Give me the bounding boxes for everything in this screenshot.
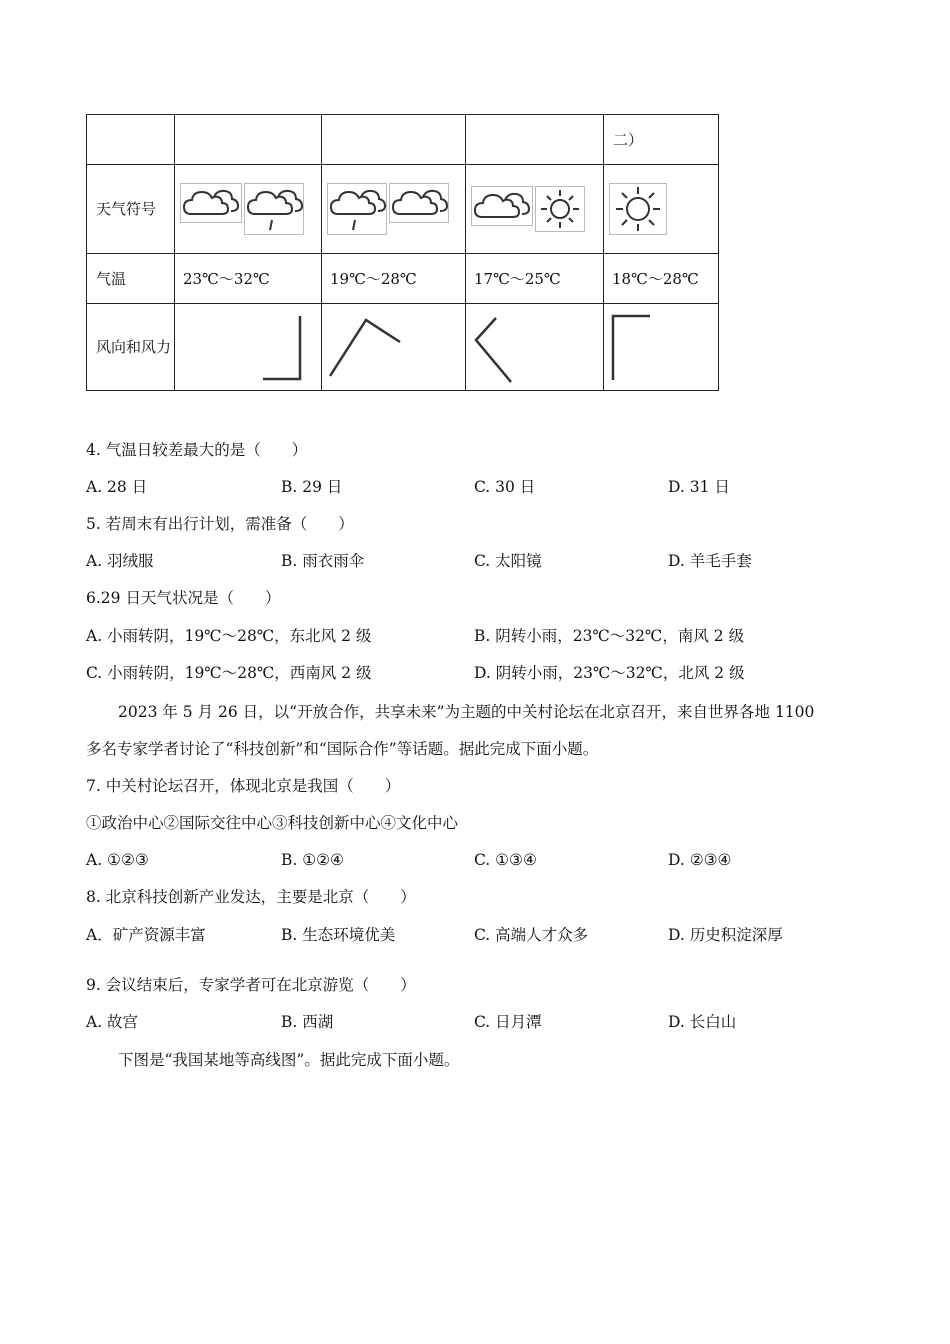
q7-option-b: B. ①②④	[281, 851, 344, 869]
symbol-row-label: 天气符号	[87, 165, 175, 254]
cloudy-icon	[389, 183, 449, 223]
passage-line-2: 多名专家学者讨论了“科技创新”和“国际合作”等话题。据此完成下面小题。	[86, 740, 599, 758]
wind-cell-1	[175, 304, 322, 391]
header-cell-4: 二）	[604, 115, 719, 165]
wind-cell-3	[466, 304, 604, 391]
cloudy-icon	[471, 186, 533, 226]
q9-option-d: D. 长白山	[668, 1013, 737, 1031]
q5-option-c: C. 太阳镜	[474, 552, 542, 570]
cloudy-icon	[180, 183, 242, 223]
rain-icon	[244, 183, 304, 235]
q5-option-b: B. 雨衣雨伞	[281, 552, 365, 570]
wind-symbol-icon	[322, 304, 457, 390]
question-5-stem: 5. 若周末有出行计划，需准备（ ）	[86, 515, 354, 533]
q4-option-b: B. 29 日	[281, 478, 343, 496]
symbol-cell-2	[322, 165, 466, 254]
temp-cell-3: 17℃～25℃	[466, 254, 604, 304]
header-cell-1	[175, 115, 322, 165]
q4-option-c: C. 30 日	[474, 478, 536, 496]
sunny-icon	[609, 183, 667, 235]
wind-symbol-icon	[466, 304, 595, 390]
rain-icon	[327, 183, 387, 235]
next-intro: 下图是“我国某地等高线图”。据此完成下面小题。	[118, 1051, 460, 1069]
q6-option-b: B. 阴转小雨，23℃～32℃，南风 2 级	[474, 627, 745, 645]
weather-table	[86, 114, 719, 391]
q8-option-b: B. 生态环境优美	[281, 926, 396, 944]
q9-option-a: A. 故宫	[86, 1013, 139, 1031]
q6-option-d: D. 阴转小雨，23℃～32℃，北风 2 级	[474, 664, 745, 682]
question-6-stem: 6.29 日天气状况是（ ）	[86, 589, 281, 607]
temp-cell-4: 18℃～28℃	[604, 254, 719, 304]
temperature-row-label: 气温	[87, 254, 175, 304]
header-cell-2	[322, 115, 466, 165]
question-9-stem: 9. 会议结束后，专家学者可在北京游览（ ）	[86, 976, 416, 994]
q7-option-a: A. ①②③	[86, 851, 149, 869]
header-cell-3	[466, 115, 604, 165]
wind-row	[87, 304, 719, 391]
question-8-stem: 8. 北京科技创新产业发达，主要是北京（ ）	[86, 888, 416, 906]
temp-cell-2: 19℃～28℃	[322, 254, 466, 304]
q6-option-c: C. 小雨转阴，19℃～28℃，西南风 2 级	[86, 664, 372, 682]
q7-option-c: C. ①③④	[474, 851, 537, 869]
q5-option-d: D. 羊毛手套	[668, 552, 752, 570]
wind-cell-2	[322, 304, 466, 391]
temperature-row	[87, 254, 719, 304]
symbol-cell-3	[466, 165, 604, 254]
wind-row-label: 风向和风力	[87, 304, 175, 391]
q7-option-d: D. ②③④	[668, 851, 732, 869]
q4-option-d: D. 31 日	[668, 478, 730, 496]
q9-option-b: B. 西湖	[281, 1013, 334, 1031]
q4-option-a: A. 28 日	[86, 478, 148, 496]
wind-symbol-icon	[604, 304, 709, 390]
table-header-row	[87, 115, 719, 165]
symbol-cell-1	[175, 165, 322, 254]
q6-option-a: A. 小雨转阴，19℃～28℃，东北风 2 级	[86, 627, 372, 645]
q8-option-d: D. 历史积淀深厚	[668, 926, 783, 944]
q8-option-c: C. 高端人才众多	[474, 926, 589, 944]
symbol-row	[87, 165, 719, 254]
q8-option-a: A．矿产资源丰富	[86, 926, 206, 944]
temp-cell-1: 23℃～32℃	[175, 254, 322, 304]
q9-option-c: C. 日月潭	[474, 1013, 542, 1031]
header-cell-empty	[87, 115, 175, 165]
question-4-stem: 4. 气温日较差最大的是（ ）	[86, 441, 308, 459]
wind-symbol-icon	[175, 304, 313, 390]
sunny-icon	[535, 186, 585, 232]
passage-line-1: 2023 年 5 月 26 日，以“开放合作，共享未来”为主题的中关村论坛在北京召开，来自世界各地 1100	[118, 703, 815, 721]
symbol-cell-4	[604, 165, 719, 254]
question-7-choices: ①政治中心②国际交往中心③科技创新中心④文化中心	[86, 814, 459, 832]
wind-cell-4	[604, 304, 719, 391]
question-7-stem: 7. 中关村论坛召开，体现北京是我国（ ）	[86, 777, 401, 795]
q5-option-a: A. 羽绒服	[86, 552, 154, 570]
